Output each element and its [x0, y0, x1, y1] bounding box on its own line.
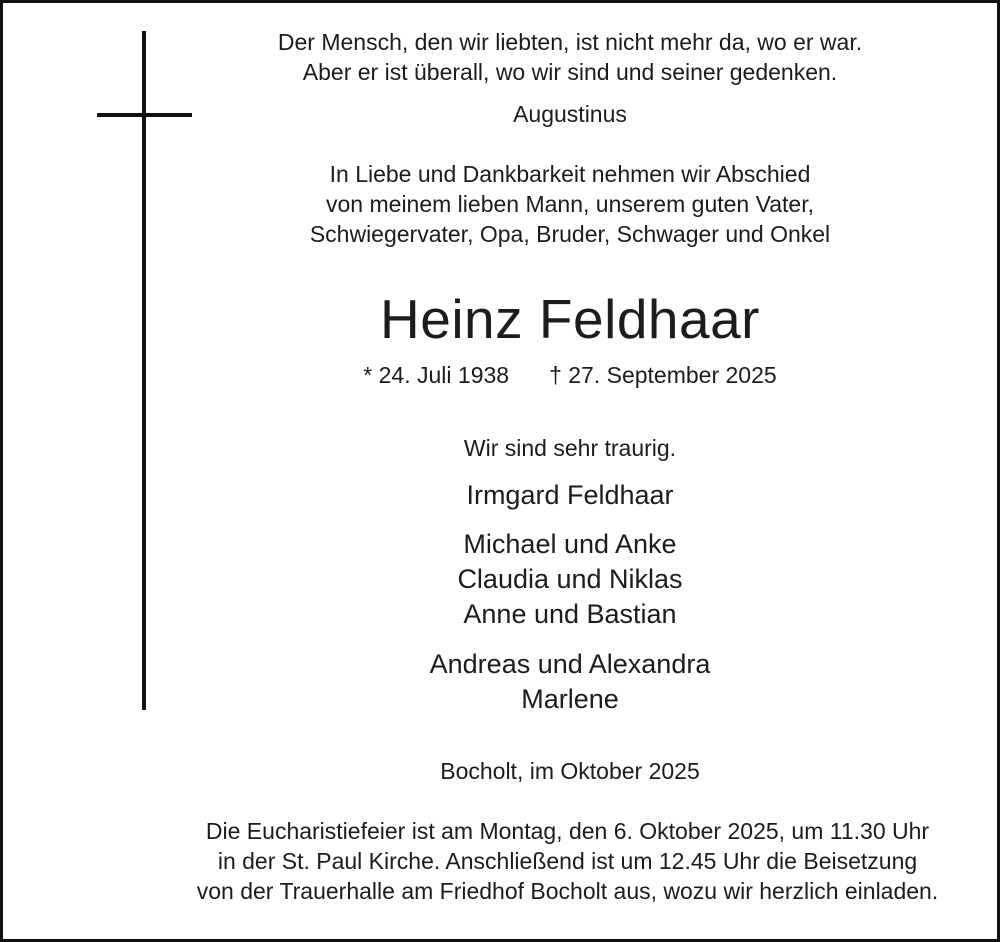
intro-line: In Liebe und Dankbarkeit nehmen wir Abschied — [329, 161, 811, 187]
family-group-2 — [250, 647, 890, 717]
mourning-note: Wir sind sehr traurig. — [463, 435, 677, 461]
family-group-1 — [250, 527, 890, 632]
cross-icon — [142, 31, 146, 710]
place-date: Bocholt, im Oktober 2025 — [440, 758, 700, 784]
family-member: Marlene — [521, 684, 619, 714]
quote-line: Der Mensch, den wir liebten, ist nicht mehr da, wo er war. — [277, 29, 863, 55]
deceased-name: Heinz Feldhaar — [380, 288, 760, 350]
service-line: Die Eucharistiefeier ist am Montag, den 6. Oktober 2025, um 11.30 Uhr — [205, 818, 930, 844]
family-spouse: Irmgard Feldhaar — [466, 480, 674, 510]
intro-text — [250, 159, 890, 249]
intro-line: Schwiegervater, Opa, Bruder, Schwager und Onkel — [309, 221, 831, 247]
death-date: † 27. September 2025 — [549, 362, 777, 388]
life-dates — [250, 360, 890, 390]
family-member: Michael und Anke — [463, 529, 677, 559]
quote-line: Aber er ist überall, wo wir sind und seiner gedenken. — [302, 59, 838, 85]
family-member: Andreas und Alexandra — [429, 649, 711, 679]
cross-icon-bar — [97, 113, 192, 117]
family-member: Anne und Bastian — [463, 599, 677, 629]
family-member: Claudia und Niklas — [457, 564, 683, 594]
quote-author: Augustinus — [513, 101, 627, 127]
service-line: von der Trauerhalle am Friedhof Bocholt aus, wozu wir herzlich einladen. — [196, 878, 939, 904]
service-line: in der St. Paul Kirche. Anschließend ist um 12.45 Uhr die Beisetzung — [217, 848, 918, 874]
quote — [250, 27, 890, 87]
birth-date: * 24. Juli 1938 — [363, 362, 510, 388]
intro-line: von meinem lieben Mann, unserem guten Vater, — [326, 191, 814, 217]
service-details — [110, 816, 1000, 906]
